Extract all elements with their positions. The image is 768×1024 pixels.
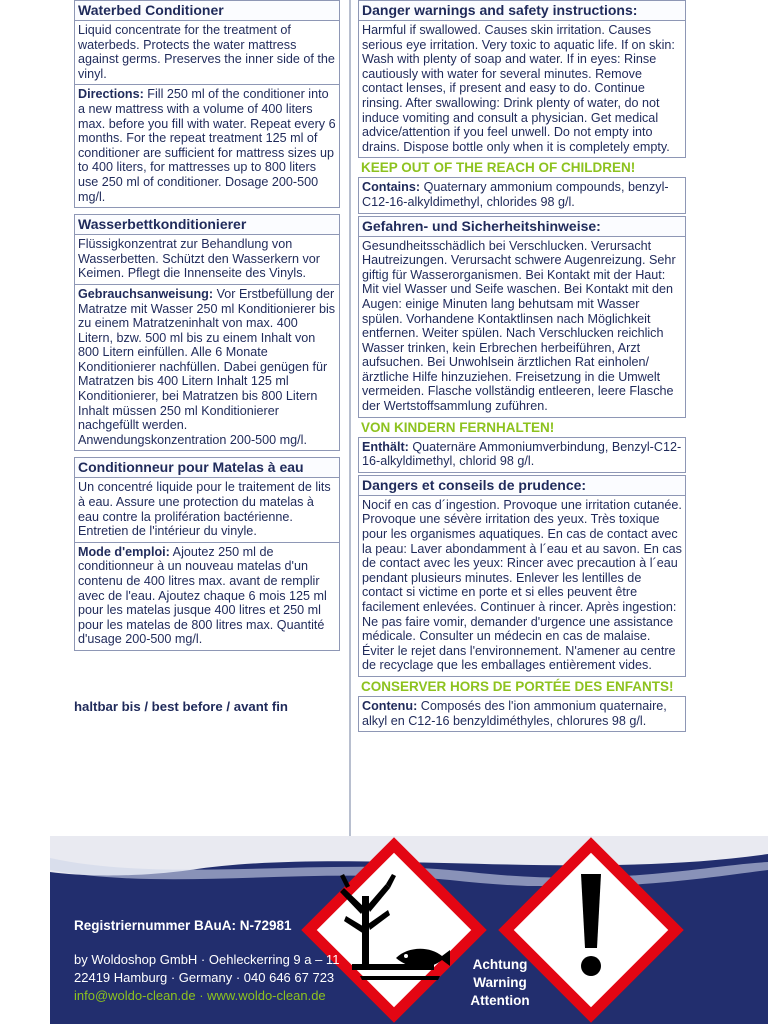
left-column <box>74 0 340 651</box>
contains-fr-text: Composés des l'ion ammonium quaternaire, alkyl en C12-16 benzyldiméthyles, chlorures 98 g/l. <box>362 698 667 728</box>
signal-word-fr: Attention <box>470 993 530 1008</box>
english-intro: Liquid concentrate for the treatment of waterbeds. Protects the water mattress against germs. Preserves the inner side of the vinyl. <box>78 23 335 81</box>
english-title: Waterbed Conditioner <box>74 0 340 20</box>
german-directions-text: Vor Erstbefüllung der Matratze mit Wasser 250 ml Konditionierer bis zu einem Matratzeninhalt von max. 400 Litern, bzw. 500 ml bis zu einem Inhalt von 800 Litern einfüllen. Alle 6 Monate Konditionierer nachfüllen. Dabei genügen für Matratzen bis 400 Litern Inhalt 125 ml Konditionierer, bei Matratzen bis 800 Litern Inhalt müssen 250 ml Konditionierer nachgefüllt werden. Anwendungskonzentration 200-500 mg/l. <box>78 286 336 447</box>
german-section <box>74 234 340 285</box>
safety-en-title: Danger warnings and safety instructions: <box>358 0 686 20</box>
english-directions <box>74 85 340 208</box>
signal-words <box>450 956 550 1010</box>
french-title: Conditionneur pour Matelas à eau <box>74 457 340 477</box>
signal-word-en: Warning <box>473 975 527 990</box>
english-directions-label: Directions: <box>78 87 144 102</box>
french-section <box>74 477 340 542</box>
contains-de <box>358 437 686 473</box>
best-before-label: haltbar bis / best before / avant fin <box>74 699 288 714</box>
registration-number: Registriernummer BAuA: N-72981 <box>74 918 292 933</box>
signal-word-de: Achtung <box>472 957 528 972</box>
safety-fr-title: Dangers et conseils de prudence: <box>358 475 686 495</box>
contains-en-label: Contains: <box>362 180 421 195</box>
keep-away-en: KEEP OUT OF THE REACH OF CHILDREN! <box>361 160 636 176</box>
contains-en <box>358 177 686 213</box>
french-directions <box>74 543 340 651</box>
column-divider <box>349 0 351 836</box>
company-line-1: by Woldoshop GmbH · Oehleckerring 9 a – 11 <box>74 952 340 967</box>
german-intro: Flüssigkonzentrat zur Behandlung von Wasserbetten. Schützt den Wasserkern vor Keimen. Pflegt die Innenseite des Vinyls. <box>78 237 320 281</box>
contains-de-label: Enthält: <box>362 439 409 454</box>
safety-en-text: Harmful if swallowed. Causes skin irritation. Causes serious eye irritation. Very toxic to aquatic life. If on skin: Wash with plenty of soap and water. If in eyes: Rinse cautiously with water for several minutes. Remove contact lenses, if present and easy to do. Continue rinsing. After swallowing: Drink plenty of water, do not induce vomiting and consult a physician. Get medical advice/attention if you feel unwell. Do not empty into drains. Dispose bottle only when it is completely empty. <box>358 20 686 158</box>
french-directions-text: Ajoutez 250 ml de conditionneur à un nouveau matelas d'un contenu de 400 litres max. avant de remplir avec de l'eau. Ajoutez chaque 6 mois 125 ml pour les matelas jusque 400 litres et 250 ml pour les matelas de 800 litres max. Quantité d'usage 200-500 mg/l. <box>78 544 327 647</box>
english-section <box>74 20 340 85</box>
contains-en-text: Quaternary ammonium compounds, benzyl-C12-16-alkyldimethyl, chlorides 98 g/l. <box>362 180 669 209</box>
keep-away-de: VON KINDERN FERNHALTEN! <box>361 419 555 435</box>
keep-away-fr: CONSERVER HORS DE PORTÉE DES ENFANTS! <box>361 678 674 694</box>
safety-de-text: Gesundheitsschädlich bei Verschlucken. Verursacht Hautreizungen. Verursacht schwere Augenreizung. Sehr giftig für Wasserorganismen. Bei Kontakt mit der Haut: Mit viel Wasser und Seife waschen. Bei Kontakt mit den Augen: einige Minuten lang behutsam mit Wasser spülen. Vorhandene Kontaktlinsen nach Möglichkeit entfernen. Weiter spülen. Nach Verschlucken reichlich Wasser trinken, kein Erbrechen herbeiführen, Arzt aufsuchen. Bei Unwohlsein ärztlichen Rat einholen/ärztliche Hilfe hinzuziehen. Freisetzung in die Umwelt vermeiden. Flasche vollständig entleeren, leere Flasche der Wertstoffsammlung zuführen. <box>358 236 686 418</box>
footer-panel <box>50 836 768 1024</box>
french-intro: Un concentré liquide pour le traitement de lits à eau. Assure une protection du matelas à eau contre la prolifération bactérienne. Entretien de l'intérieur du vinyle. <box>78 480 331 539</box>
german-title: Wasserbettkonditionierer <box>74 214 340 234</box>
company-line-2: 22419 Hamburg · Germany · 040 646 67 723 <box>74 970 335 985</box>
english-directions-text: Fill 250 ml of the conditioner into a new mattress with a volume of 400 liters max. before you fill with water. Repeat every 6 months. For the repeat treatment 125 ml of conditioner are sufficient for mattress sizes up to 400 liters, for mattresses up to 800 liters use 250 ml of conditioner. Dosage 200-500 mg/l. <box>78 87 336 204</box>
safety-fr-text: Nocif en cas d´ingestion. Provoque une irritation cutanée. Provoque une sévère irritation des yeux. Très toxique pour les organismes aquatiques. En cas de contact avec la peau: Laver abondamment à l´eau et au savon. En cas de contact avec les yeux: Rincer avec precaution à l´eau pendant plusieurs minutes. Enlever les lentilles de contact si victime en porte et si elles peuvent être facilement enlevées. Continuer à rincer. Après ingestion: Ne pas faire vomir, demander d'urgence une assistance médicale. Consulter un médecin en cas de malaise. Éviter le rejet dans l'environnement. N'amener au centre de recyclage que les emballages entièrement vides. <box>358 495 686 677</box>
safety-de-title: Gefahren- und Sicherheitshinweise: <box>358 216 686 236</box>
company-info <box>74 951 339 1005</box>
german-directions <box>74 285 340 452</box>
contains-fr-label: Contenu: <box>362 698 418 713</box>
french-directions-label: Mode d'emploi: <box>78 544 170 559</box>
right-column <box>358 0 686 732</box>
german-directions-label: Gebrauchsanweisung: <box>78 286 214 301</box>
company-contact: info@woldo-clean.de · www.woldo-clean.de <box>74 988 326 1003</box>
contains-fr <box>358 696 686 732</box>
contains-de-text: Quaternäre Ammoniumverbindung, Benzyl-C12-16-alkyldimethyl, chlorid 98 g/l. <box>362 439 682 469</box>
